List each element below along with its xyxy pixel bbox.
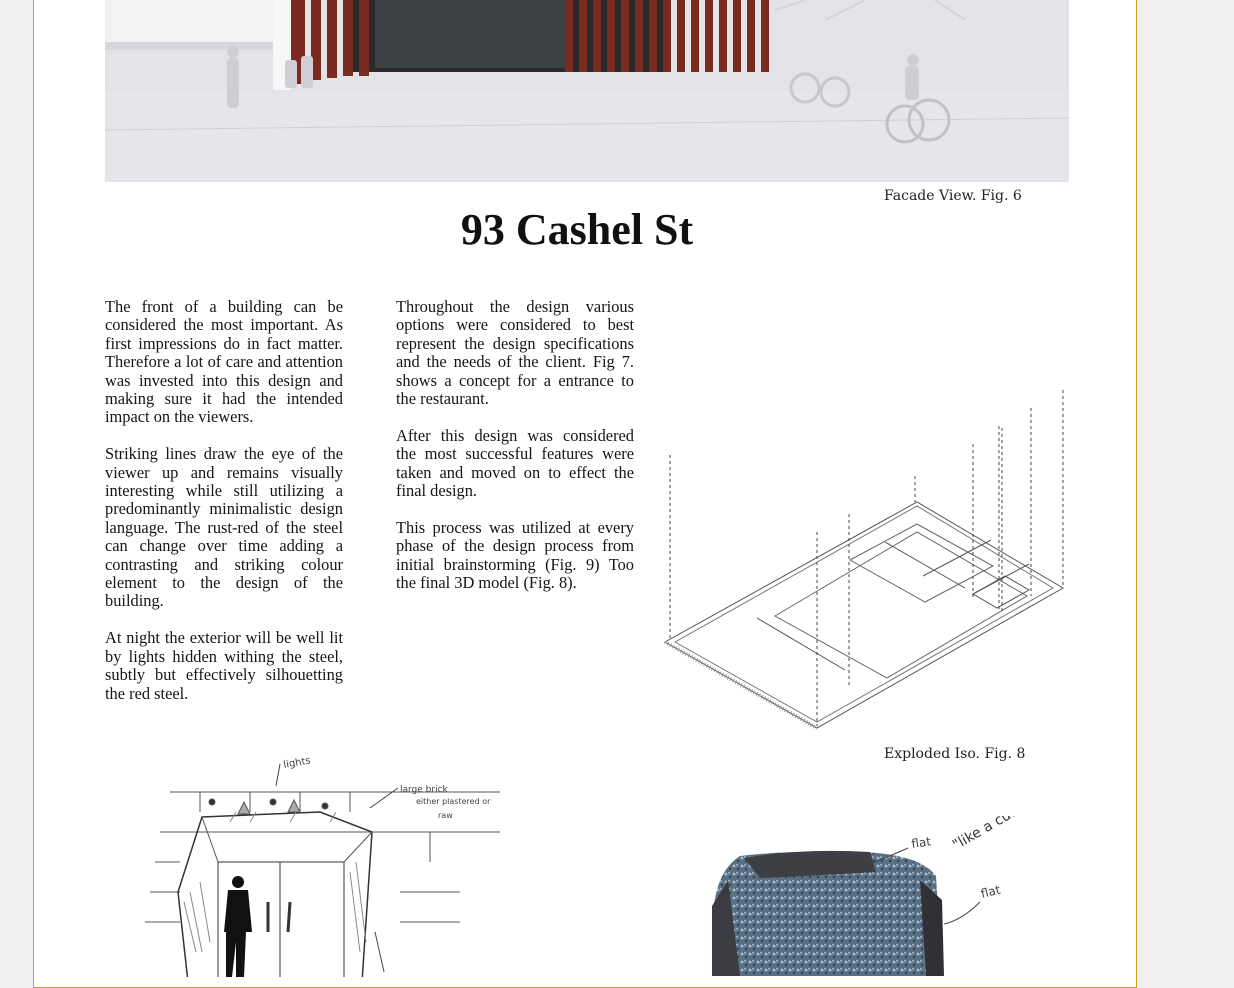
- stone-model-render: [700, 816, 1030, 976]
- text-column-middle: [396, 298, 634, 611]
- paragraph-striking-lines: Striking lines draw the eye of the viewer up and remains visually interesting while still utilizing a predominantly minimalistic design language. The rust-red of the steel can change over time adding a contrasting and striking colour element to the design of the building.: [105, 444, 343, 611]
- paragraph-design-process: This process was utilized at every phase of the design process from initial brainstorming (Fig. 9) Too the final 3D model (Fig. 8).: [396, 517, 634, 593]
- model-note-flat-top: flat: [910, 834, 932, 851]
- model-note-flat-side: flat: [979, 882, 1002, 901]
- model-note-like-a-cut: "like a cut.": [950, 816, 1029, 854]
- paragraph-successful-features: After this design was considered the most successful features were taken and moved on to effect the final design.: [396, 425, 634, 501]
- paragraph-night-lighting: At night the exterior will be well lit by lights hidden withing the steel, subtly but effectively silhouetting the red steel.: [105, 628, 343, 703]
- text-column-left: [105, 298, 343, 721]
- sketch-note-large-brick: large brick: [400, 785, 448, 795]
- paragraph-design-options: Throughout the design various options were considered to best represent the design specifications and the needs of the client. Fig 7. shows a concept for a entrance to the restaurant.: [396, 297, 634, 409]
- exploded-iso-caption: Exploded Iso. Fig. 8: [884, 746, 1026, 762]
- sketch-note-plastered: either plastered or: [416, 797, 491, 806]
- exploded-iso-drawing: [655, 380, 1075, 740]
- paragraph-front-importance: The front of a building can be considered the most important. As first impressions do in fact matter. Therefore a lot of care and attention was invested into this design and making sure it had the intended impact on the viewers.: [105, 297, 343, 427]
- entrance-concept-sketch: [140, 752, 520, 977]
- sketch-note-lights: lights: [282, 755, 312, 771]
- facade-view-caption: Facade View. Fig. 6: [884, 188, 1022, 204]
- page-title: 93 Cashel St: [460, 205, 694, 254]
- facade-render-image: [105, 0, 1069, 182]
- sketch-note-raw: raw: [438, 811, 453, 820]
